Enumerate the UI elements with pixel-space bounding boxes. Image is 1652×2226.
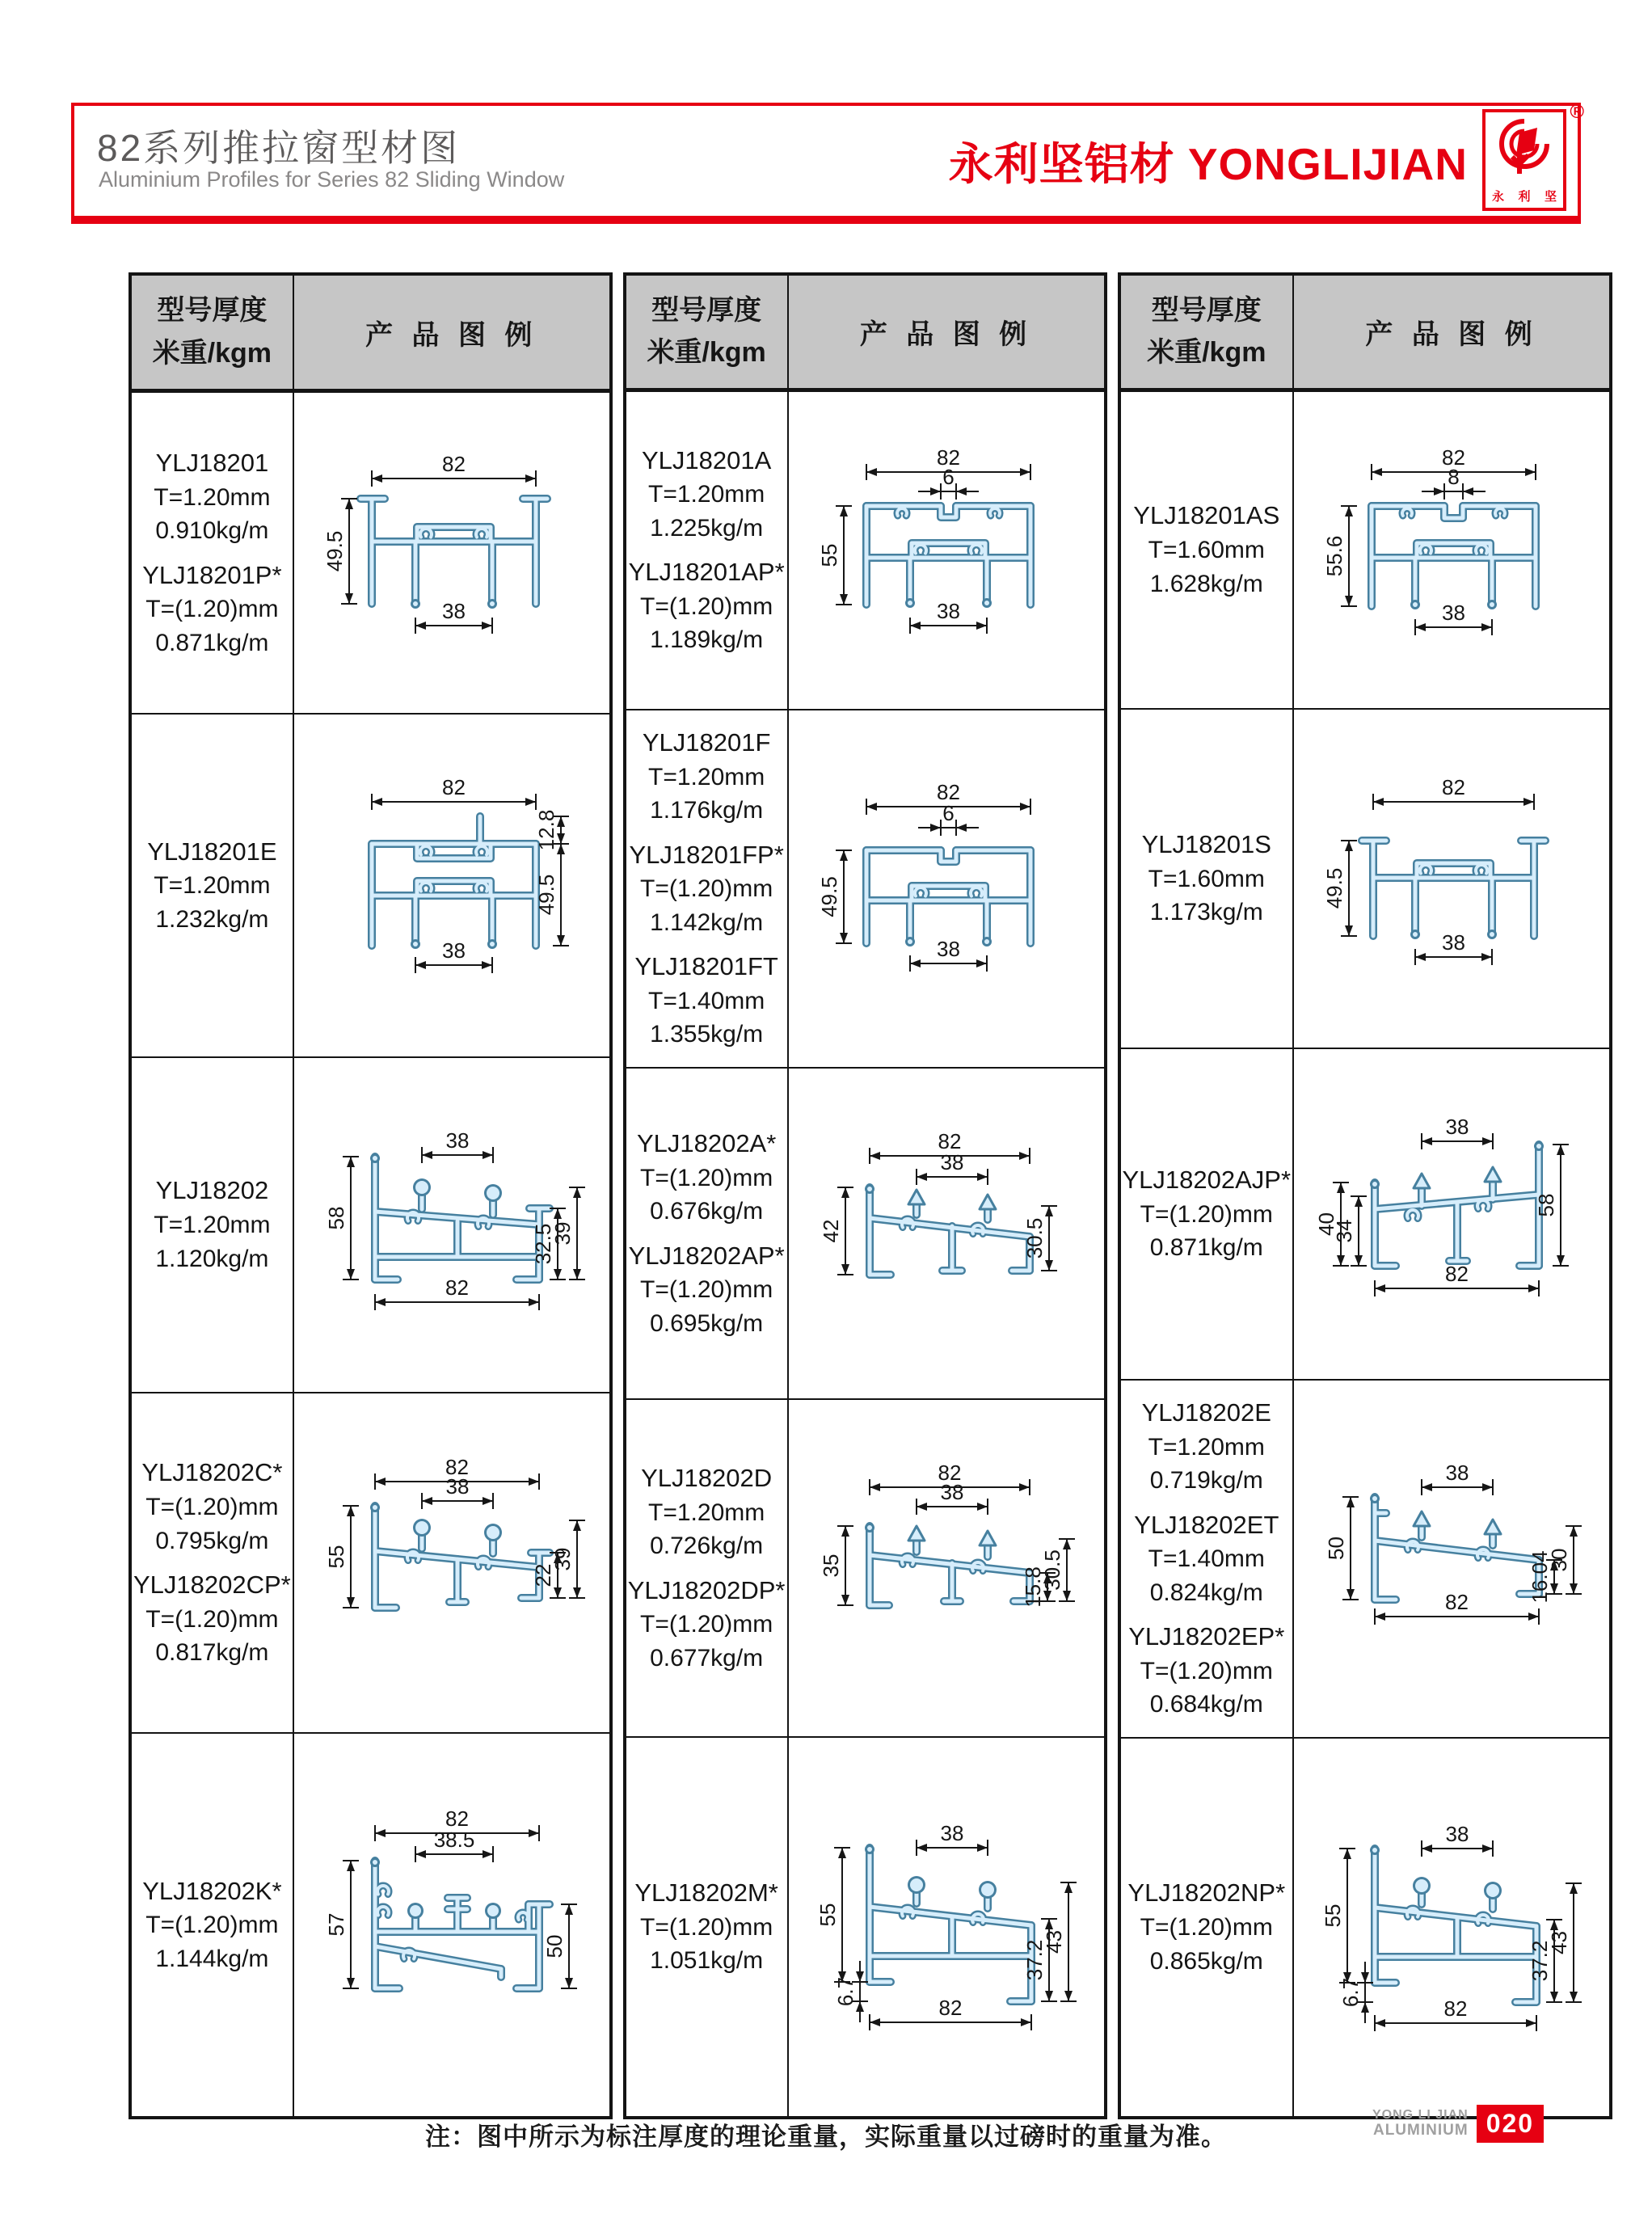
diagram-cell bbox=[788, 1068, 1106, 1400]
dimension-label: 38 bbox=[1445, 1821, 1469, 1846]
model-weight: 0.817kg/m bbox=[155, 1639, 269, 1667]
table-row bbox=[130, 1057, 611, 1393]
dimension-label: 38 bbox=[936, 936, 960, 961]
table-row bbox=[625, 710, 1106, 1068]
dimension-label: 82 bbox=[1443, 1996, 1468, 2021]
dimension-label: 38 bbox=[1442, 600, 1466, 625]
table-row bbox=[1119, 1380, 1612, 1738]
model-name: YLJ18202C* bbox=[141, 1458, 283, 1487]
model-spec-cell bbox=[1119, 1048, 1294, 1380]
dimension-label: 30.5 bbox=[1022, 1217, 1047, 1258]
model-name: YLJ18201AS bbox=[1133, 501, 1280, 530]
dimension-label: 42 bbox=[818, 1219, 843, 1243]
model-spec-cell bbox=[625, 1737, 788, 2118]
model-thickness: T=(1.20)mm bbox=[145, 1912, 279, 1939]
model-spec bbox=[628, 555, 786, 657]
dimension-label: 82 bbox=[1445, 1261, 1469, 1286]
dimension-label: 38 bbox=[445, 1473, 470, 1499]
column-header-diagram: 产 品 图 例 bbox=[1293, 274, 1611, 390]
model-weight: 0.677kg/m bbox=[650, 1644, 764, 1672]
dimension-label: 82 bbox=[936, 445, 960, 470]
model-spec bbox=[628, 1127, 786, 1229]
dimension-label: 35 bbox=[818, 1554, 843, 1578]
model-thickness: T=1.20mm bbox=[648, 1499, 765, 1526]
column-header-model-line1: 型号厚度 bbox=[157, 295, 268, 327]
model-name: YLJ18202ET bbox=[1134, 1510, 1279, 1539]
dimension-label: 82 bbox=[445, 1454, 469, 1479]
profile-cross-section-diagram bbox=[294, 1798, 609, 2048]
profile-cross-section-diagram bbox=[1294, 435, 1609, 661]
model-weight: 0.824kg/m bbox=[1149, 1579, 1263, 1606]
dimension-label: 34 bbox=[1332, 1219, 1357, 1242]
column-header-model-line1: 型号厚度 bbox=[1151, 294, 1262, 326]
table-row bbox=[1119, 1738, 1612, 2118]
dimension-label: 38 bbox=[441, 938, 466, 963]
dimension-label: 22 bbox=[530, 1563, 555, 1587]
model-weight: 0.871kg/m bbox=[1149, 1234, 1263, 1262]
dimension-label: 15.8 bbox=[1020, 1566, 1045, 1608]
profile-table bbox=[129, 272, 613, 2119]
model-thickness: T=(1.20)mm bbox=[640, 1164, 773, 1191]
table-row bbox=[130, 391, 611, 714]
column-header-model-line1: 型号厚度 bbox=[651, 294, 762, 326]
dimension-label: 50 bbox=[1324, 1536, 1349, 1560]
footer-brand bbox=[1372, 2105, 1544, 2143]
model-spec-cell bbox=[1119, 1738, 1294, 2118]
brand-logo bbox=[1482, 101, 1584, 211]
model-thickness: T=1.20mm bbox=[154, 872, 271, 900]
footer-brand-text bbox=[1372, 2108, 1469, 2139]
header-box bbox=[71, 101, 1584, 224]
model-spec bbox=[1123, 1620, 1292, 1722]
model-spec-cell bbox=[1119, 390, 1294, 709]
dimension-label: 37.2 bbox=[1528, 1940, 1553, 1981]
profile-cross-section-diagram bbox=[1294, 1444, 1609, 1670]
dimension-label: 49.5 bbox=[816, 876, 841, 917]
model-thickness: T=(1.20)mm bbox=[145, 1605, 279, 1633]
dimension-label: 37.2 bbox=[1022, 1940, 1047, 1981]
model-thickness: T=1.20mm bbox=[648, 481, 765, 508]
model-name: YLJ18202 bbox=[155, 1176, 269, 1205]
profile-cross-section-diagram bbox=[294, 438, 609, 664]
model-thickness: T=(1.20)mm bbox=[640, 1611, 773, 1638]
dimension-label: 82 bbox=[936, 779, 960, 804]
model-weight: 0.676kg/m bbox=[650, 1198, 764, 1225]
dimension-label: 16.04 bbox=[1528, 1550, 1553, 1604]
page-title: 82系列推拉窗型材图 bbox=[97, 127, 461, 169]
model-name: YLJ18202AP* bbox=[628, 1241, 785, 1270]
model-spec-cell bbox=[130, 1733, 293, 2117]
model-weight: 1.355kg/m bbox=[650, 1021, 764, 1048]
dimension-label: 82 bbox=[1442, 774, 1466, 799]
dimension-label: 6 bbox=[942, 800, 955, 825]
brand-logo-icon bbox=[1494, 116, 1554, 183]
model-thickness: T=1.20mm bbox=[648, 763, 765, 790]
dimension-label: 39 bbox=[550, 1221, 575, 1246]
dimension-label: 58 bbox=[1534, 1193, 1559, 1216]
table-row bbox=[130, 1733, 611, 2117]
model-spec-cell bbox=[130, 391, 293, 714]
dimension-label: 82 bbox=[445, 1806, 469, 1831]
profile-cross-section-diagram bbox=[789, 769, 1104, 1004]
profile-table bbox=[1118, 272, 1613, 2119]
model-thickness: T=1.20mm bbox=[154, 1212, 271, 1239]
model-weight: 1.173kg/m bbox=[1149, 899, 1263, 926]
dimension-label: 30 bbox=[1547, 1548, 1572, 1572]
dimension-label: 43 bbox=[1041, 1930, 1066, 1954]
dimension-label: 38.5 bbox=[433, 1827, 475, 1852]
footer-note: 注：图中所示为标注厚度的理论重量，实际重量以过磅时的重量为准。 bbox=[425, 2123, 1227, 2151]
profile-cross-section-diagram bbox=[1294, 760, 1609, 994]
column-header-model bbox=[1119, 274, 1294, 390]
model-weight: 1.225kg/m bbox=[650, 514, 764, 542]
model-spec bbox=[628, 1574, 786, 1676]
model-weight: 0.719kg/m bbox=[1149, 1467, 1263, 1495]
model-spec-cell bbox=[625, 390, 788, 710]
profile-cross-section-diagram bbox=[294, 1110, 609, 1336]
model-thickness: T=(1.20)mm bbox=[1140, 1657, 1273, 1684]
dimension-label: 82 bbox=[938, 1996, 962, 2021]
registered-mark: ® bbox=[1570, 101, 1584, 123]
dimension-label: 58 bbox=[323, 1206, 348, 1230]
diagram-cell bbox=[293, 1393, 611, 1734]
dimension-label: 82 bbox=[1445, 1589, 1469, 1614]
model-weight: 1.144kg/m bbox=[155, 1945, 269, 1972]
model-spec bbox=[1123, 828, 1292, 930]
dimension-label: 38 bbox=[1445, 1460, 1469, 1485]
model-thickness: T=(1.20)mm bbox=[640, 1276, 773, 1304]
model-thickness: T=(1.20)mm bbox=[1140, 1200, 1273, 1228]
brand-block bbox=[948, 101, 1584, 211]
diagram-cell bbox=[293, 1733, 611, 2117]
model-spec bbox=[628, 1239, 786, 1341]
model-name: YLJ18202M* bbox=[634, 1878, 778, 1908]
dimension-label: 50 bbox=[542, 1934, 567, 1958]
table-row bbox=[625, 1399, 1106, 1737]
table-row bbox=[130, 714, 611, 1057]
logo-char: 永 bbox=[1492, 190, 1505, 204]
model-spec bbox=[133, 446, 291, 548]
column-header-diagram: 产 品 图 例 bbox=[293, 274, 611, 391]
dimension-label: 82 bbox=[938, 1128, 961, 1153]
footer-brand-line2: ALUMINIUM bbox=[1372, 2121, 1469, 2139]
dimension-label: 55.6 bbox=[1322, 535, 1347, 577]
column-header-model-line2: 米重/kgm bbox=[152, 338, 272, 369]
model-spec-cell bbox=[130, 1393, 293, 1734]
diagram-cell bbox=[293, 391, 611, 714]
logo-char: 利 bbox=[1518, 190, 1531, 204]
model-spec bbox=[1123, 1508, 1292, 1610]
dimension-label: 49.5 bbox=[1322, 867, 1347, 909]
column-header-model-line2: 米重/kgm bbox=[1147, 337, 1266, 369]
profile-cross-section-diagram bbox=[789, 435, 1104, 661]
dimension-label: 49.5 bbox=[533, 874, 558, 916]
dimension-label: 55 bbox=[323, 1545, 348, 1569]
model-spec-cell bbox=[130, 1057, 293, 1393]
model-name: YLJ18202K* bbox=[142, 1876, 282, 1905]
column-header-model-line2: 米重/kgm bbox=[647, 337, 766, 369]
dimension-label: 38 bbox=[445, 1128, 470, 1153]
model-weight: 1.142kg/m bbox=[650, 909, 764, 936]
model-spec bbox=[1123, 1876, 1292, 1978]
model-name: YLJ18202D bbox=[641, 1464, 773, 1493]
model-name: YLJ18202E bbox=[1141, 1398, 1271, 1427]
dimension-label: 49.5 bbox=[322, 530, 347, 571]
model-thickness: T=1.60mm bbox=[1148, 537, 1265, 564]
dimension-label: 55 bbox=[816, 543, 841, 567]
diagram-cell bbox=[1293, 709, 1611, 1048]
column-header-diagram: 产 品 图 例 bbox=[788, 274, 1106, 390]
table-row bbox=[1119, 390, 1612, 709]
dimension-label: 38 bbox=[1442, 930, 1466, 955]
model-name: YLJ18202AJP* bbox=[1122, 1166, 1292, 1195]
model-weight: 0.865kg/m bbox=[1149, 1947, 1263, 1975]
dimension-label: 39 bbox=[550, 1547, 575, 1571]
dimension-label: 32.5 bbox=[530, 1223, 555, 1265]
model-thickness: T=(1.20)mm bbox=[640, 592, 773, 620]
model-spec-cell bbox=[625, 710, 788, 1068]
diagram-cell bbox=[293, 1057, 611, 1393]
brand-logo-characters bbox=[1489, 188, 1560, 204]
table-row bbox=[625, 1737, 1106, 2118]
dimension-label: 30.5 bbox=[1039, 1549, 1064, 1591]
model-name: YLJ18202A* bbox=[636, 1129, 777, 1158]
dimension-label: 82 bbox=[441, 774, 466, 799]
column-header-model bbox=[625, 274, 788, 390]
dimension-label: 82 bbox=[938, 1460, 961, 1485]
model-name: YLJ18201S bbox=[1141, 830, 1271, 859]
dimension-label: 82 bbox=[445, 1275, 469, 1300]
model-spec bbox=[628, 838, 786, 940]
dimension-label: 43 bbox=[1547, 1930, 1572, 1954]
model-spec bbox=[628, 726, 786, 828]
model-name: YLJ18202EP* bbox=[1128, 1622, 1285, 1651]
dimension-label: 40 bbox=[1314, 1212, 1339, 1236]
model-name: YLJ18202DP* bbox=[627, 1575, 786, 1604]
diagram-cell bbox=[1293, 1048, 1611, 1380]
model-thickness: T=(1.20)mm bbox=[145, 596, 279, 623]
profile-table bbox=[623, 272, 1107, 2119]
model-weight: 1.051kg/m bbox=[650, 1947, 764, 1975]
model-name: YLJ18201F bbox=[642, 727, 771, 757]
model-thickness: T=(1.20)mm bbox=[1140, 1914, 1273, 1941]
page-subtitle: Aluminium Profiles for Series 82 Sliding Window bbox=[99, 167, 565, 192]
diagram-cell bbox=[1293, 390, 1611, 709]
model-spec bbox=[628, 1876, 786, 1978]
model-spec-cell bbox=[1119, 709, 1294, 1048]
brand-name: 永利坚铝材 YONGLIJIAN bbox=[948, 138, 1468, 189]
model-weight: 0.795kg/m bbox=[155, 1527, 269, 1554]
model-name: YLJ18201 bbox=[155, 449, 269, 478]
model-name: YLJ18202NP* bbox=[1127, 1878, 1286, 1908]
model-weight: 0.695kg/m bbox=[650, 1309, 764, 1337]
profile-cross-section-diagram bbox=[294, 766, 609, 1001]
model-thickness: T=1.20mm bbox=[1148, 1433, 1265, 1461]
model-name: YLJ18201A bbox=[641, 445, 772, 474]
model-spec bbox=[1123, 1163, 1292, 1265]
dimension-label: 82 bbox=[1442, 445, 1466, 470]
model-spec bbox=[628, 1461, 786, 1563]
table-row bbox=[1119, 709, 1612, 1048]
diagram-cell bbox=[1293, 1380, 1611, 1738]
dimension-label: 38 bbox=[940, 1479, 963, 1504]
model-spec bbox=[628, 444, 786, 546]
dimension-label: 12.8 bbox=[533, 809, 558, 851]
model-spec bbox=[133, 1568, 291, 1670]
diagram-cell bbox=[788, 1399, 1106, 1737]
model-weight: 0.910kg/m bbox=[155, 517, 269, 545]
model-spec-cell bbox=[1119, 1380, 1294, 1738]
model-weight: 1.120kg/m bbox=[155, 1245, 269, 1272]
model-spec bbox=[1123, 499, 1292, 601]
model-weight: 1.232kg/m bbox=[155, 905, 269, 933]
column-header-model bbox=[130, 274, 293, 391]
model-spec bbox=[628, 950, 786, 1052]
diagram-cell bbox=[788, 1737, 1106, 2118]
model-spec bbox=[133, 1874, 291, 1976]
model-name: YLJ18201E bbox=[147, 837, 277, 866]
dimension-label: 6.7 bbox=[1338, 1977, 1363, 2007]
model-thickness: T=1.20mm bbox=[154, 483, 271, 511]
profile-cross-section-diagram bbox=[789, 1453, 1104, 1680]
profile-cross-section-diagram bbox=[789, 1799, 1104, 2050]
table-row bbox=[1119, 1048, 1612, 1380]
model-spec bbox=[133, 1456, 291, 1558]
profile-tables bbox=[129, 272, 1612, 2119]
logo-char: 坚 bbox=[1544, 190, 1557, 204]
dimension-label: 8 bbox=[1448, 464, 1460, 489]
diagram-cell bbox=[788, 710, 1106, 1068]
dimension-label: 38 bbox=[936, 599, 960, 624]
model-thickness: T=(1.20)mm bbox=[640, 875, 773, 903]
model-name: YLJ18201AP* bbox=[628, 558, 785, 587]
model-weight: 0.684kg/m bbox=[1149, 1691, 1263, 1718]
profile-cross-section-diagram bbox=[1294, 1800, 1609, 2051]
model-weight: 1.628kg/m bbox=[1149, 570, 1263, 597]
model-weight: 0.726kg/m bbox=[650, 1532, 764, 1560]
dimension-label: 38 bbox=[441, 598, 466, 623]
dimension-label: 6.7 bbox=[832, 1977, 858, 2007]
model-spec-cell bbox=[130, 714, 293, 1057]
model-weight: 1.176kg/m bbox=[650, 797, 764, 824]
table-row bbox=[625, 1068, 1106, 1400]
model-spec-cell bbox=[625, 1068, 788, 1400]
model-spec bbox=[133, 835, 291, 937]
model-spec-cell bbox=[625, 1399, 788, 1737]
dimension-label: 38 bbox=[940, 1821, 963, 1846]
dimension-label: 55 bbox=[815, 1903, 840, 1927]
model-thickness: T=(1.20)mm bbox=[145, 1494, 279, 1521]
profile-cross-section-diagram bbox=[294, 1448, 609, 1674]
profile-cross-section-diagram bbox=[1294, 1099, 1609, 1326]
model-thickness: T=1.60mm bbox=[1148, 865, 1265, 892]
model-spec bbox=[133, 1174, 291, 1275]
model-thickness: T=1.40mm bbox=[1148, 1545, 1265, 1573]
dimension-label: 38 bbox=[1445, 1114, 1469, 1139]
table-row bbox=[625, 390, 1106, 710]
dimension-label: 57 bbox=[323, 1912, 348, 1937]
model-name: YLJ18202CP* bbox=[133, 1570, 291, 1599]
footer-brand-line1: YONG LI JIAN bbox=[1372, 2108, 1469, 2123]
model-thickness: T=1.40mm bbox=[648, 987, 765, 1014]
dimension-label: 55 bbox=[1321, 1903, 1346, 1928]
model-spec bbox=[1123, 1396, 1292, 1498]
diagram-cell bbox=[1293, 1738, 1611, 2118]
model-weight: 0.871kg/m bbox=[155, 629, 269, 656]
profile-cross-section-diagram bbox=[789, 1119, 1104, 1345]
diagram-cell bbox=[293, 714, 611, 1057]
page-number-badge: 020 bbox=[1477, 2105, 1544, 2143]
model-thickness: T=(1.20)mm bbox=[640, 1913, 773, 1941]
table-row bbox=[130, 1393, 611, 1734]
diagram-cell bbox=[788, 390, 1106, 710]
dimension-label: 82 bbox=[441, 451, 466, 476]
dimension-label: 38 bbox=[940, 1149, 963, 1174]
model-name: YLJ18201P* bbox=[142, 560, 282, 589]
model-name: YLJ18201FP* bbox=[629, 840, 784, 869]
model-name: YLJ18201FT bbox=[634, 952, 778, 981]
dimension-label: 6 bbox=[942, 465, 955, 490]
model-spec bbox=[133, 559, 291, 660]
model-weight: 1.189kg/m bbox=[650, 626, 764, 654]
